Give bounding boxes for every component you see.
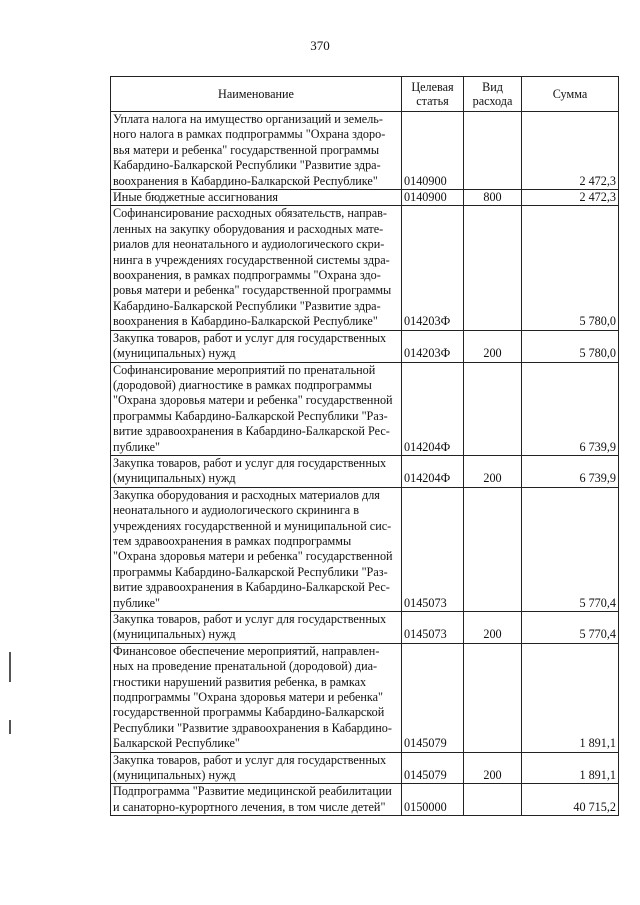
cell-name	[111, 455, 402, 487]
cell-name	[111, 190, 402, 206]
cell-name-line: Закупка товаров, работ и услуг для государственных	[113, 455, 387, 470]
table-row	[111, 455, 619, 487]
cell-name-line: воохранения в Кабардино-Балкарской Республике"	[113, 314, 378, 329]
cell-kind: 800	[464, 190, 522, 206]
cell-name-line: Закупка оборудования и расходных материалов для	[113, 487, 380, 502]
cell-sum-value: 5 780,0	[579, 314, 616, 329]
budget-table	[110, 76, 619, 816]
cell-name-line: Балкарской Республике"	[113, 736, 240, 751]
cell-name-line: подпрограммы "Охрана здоровья матери и ребенка"	[113, 690, 384, 705]
cell-name-line: Кабардино-Балкарской Республики "Развитие здра-	[113, 298, 381, 313]
cell-name-line: "Охрана здоровья матери и ребенка" государственной	[113, 549, 393, 564]
cell-sum-value: 5 770,4	[579, 627, 616, 642]
cell-kind	[464, 206, 522, 330]
cell-name-line: вья матери и ребенка" государственной программы	[113, 142, 380, 157]
table-row	[111, 784, 619, 816]
cell-target: 0145073	[402, 487, 464, 611]
cell-name-line: тем здравоохранения в рамках подпрограммы	[113, 533, 352, 548]
cell-kind: 200	[464, 752, 522, 784]
cell-name	[111, 784, 402, 816]
cell-kind: 200	[464, 455, 522, 487]
cell-name	[111, 487, 402, 611]
cell-kind	[464, 487, 522, 611]
cell-name-line: Финансовое обеспечение мероприятий, направлен-	[113, 643, 380, 658]
margin-mark	[9, 720, 11, 734]
cell-name-line: публике"	[113, 439, 160, 454]
cell-name-line: нинга в учреждениях государственной системы здра-	[113, 252, 390, 267]
cell-kind	[464, 784, 522, 816]
cell-name-line: Кабардино-Балкарской Республики "Развитие здра-	[113, 158, 381, 173]
cell-name-line: ленных на закупку оборудования и расходных мате-	[113, 221, 384, 236]
table-row	[111, 206, 619, 330]
cell-target: 0145079	[402, 643, 464, 752]
cell-target: 0140900	[402, 190, 464, 206]
cell-name-line: Закупка товаров, работ и услуг для государственных	[113, 612, 387, 626]
table-row	[111, 330, 619, 362]
cell-name-line: "Охрана здоровья матери и ребенка" государственной	[113, 393, 393, 408]
cell-sum	[522, 330, 619, 362]
cell-name-line: витие здравоохранения в Кабардино-Балкарской Рес-	[113, 580, 390, 595]
table-row	[111, 643, 619, 752]
header-sum	[522, 77, 619, 112]
cell-target: 0145073	[402, 612, 464, 644]
cell-kind	[464, 112, 522, 190]
cell-target: 014203Ф	[402, 206, 464, 330]
table-header-row	[111, 77, 619, 112]
cell-name	[111, 612, 402, 644]
header-target-line-2: статья	[416, 94, 449, 108]
cell-sum-value: 1 891,1	[579, 768, 616, 783]
cell-target: 014203Ф	[402, 330, 464, 362]
cell-name	[111, 112, 402, 190]
cell-name-line: Иные бюджетные ассигнования	[113, 190, 279, 205]
cell-sum-value: 2 472,3	[579, 190, 616, 205]
cell-name-line: гностики нарушений развития ребенка, в рамках	[113, 674, 367, 689]
cell-name-line: витие здравоохранения в Кабардино-Балкарской Рес-	[113, 424, 390, 439]
cell-name-line: риалов для неонатального и аудиологического скри-	[113, 237, 385, 252]
cell-sum	[522, 206, 619, 330]
cell-name-line: Республики "Развитие здравоохранения в Кабардино-	[113, 720, 392, 735]
cell-target: 014204Ф	[402, 362, 464, 455]
cell-sum-value: 6 739,9	[579, 439, 616, 454]
cell-name-line: (муниципальных) нужд	[113, 768, 236, 783]
cell-sum	[522, 455, 619, 487]
cell-sum	[522, 487, 619, 611]
cell-name-line: (муниципальных) нужд	[113, 346, 236, 361]
cell-sum	[522, 612, 619, 644]
cell-name-line: (муниципальных) нужд	[113, 627, 236, 642]
cell-target: 014204Ф	[402, 455, 464, 487]
cell-name-line: воохранения, в рамках подпрограммы "Охрана здо-	[113, 268, 381, 283]
header-kind-line-1: Вид	[482, 80, 503, 94]
cell-name-line: учреждениях государственной и муниципальной сис-	[113, 518, 392, 533]
cell-target: 0140900	[402, 112, 464, 190]
cell-name-line: программы Кабардино-Балкарской Республики "Раз-	[113, 564, 388, 579]
cell-name-line: государственной программы Кабардино-Балкарской	[113, 705, 385, 720]
cell-name-line: ного налога в рамках подпрограммы "Охрана здоро-	[113, 127, 386, 142]
cell-name	[111, 362, 402, 455]
cell-name-line: Подпрограмма "Развитие медицинской реабилитации	[113, 784, 392, 799]
cell-kind	[464, 362, 522, 455]
cell-kind	[464, 643, 522, 752]
cell-target: 0145079	[402, 752, 464, 784]
cell-name-line: Уплата налога на имущество организаций и земель-	[113, 112, 383, 126]
cell-sum	[522, 643, 619, 752]
cell-name	[111, 752, 402, 784]
table-row	[111, 362, 619, 455]
margin-mark	[9, 652, 11, 682]
cell-sum	[522, 362, 619, 455]
header-kind-line-2: расхода	[472, 94, 513, 108]
table-row	[111, 612, 619, 644]
cell-kind: 200	[464, 330, 522, 362]
table-row	[111, 112, 619, 190]
cell-name-line: публике"	[113, 595, 160, 610]
cell-sum-value: 2 472,3	[579, 173, 616, 188]
header-target	[402, 77, 464, 112]
table-row	[111, 487, 619, 611]
page-number: 370	[310, 38, 330, 53]
cell-target: 0150000	[402, 784, 464, 816]
cell-name-line: Закупка товаров, работ и услуг для государственных	[113, 752, 387, 767]
cell-name	[111, 330, 402, 362]
cell-name	[111, 643, 402, 752]
cell-name-line: воохранения в Кабардино-Балкарской Республике"	[113, 173, 378, 188]
cell-name-line: (дородовой) диагностике в рамках подпрограммы	[113, 377, 372, 392]
cell-sum-value: 40 715,2	[573, 799, 616, 814]
cell-sum	[522, 190, 619, 206]
cell-sum	[522, 752, 619, 784]
cell-name	[111, 206, 402, 330]
cell-name-line: Закупка товаров, работ и услуг для государственных	[113, 330, 387, 345]
table-row	[111, 190, 619, 206]
cell-kind: 200	[464, 612, 522, 644]
cell-sum-value: 6 739,9	[579, 471, 616, 486]
cell-name-line: (муниципальных) нужд	[113, 471, 236, 486]
header-name-label: Наименование	[218, 87, 294, 101]
cell-name-line: ных на проведение пренатальной (дородовой) диа-	[113, 659, 378, 674]
cell-name-line: и санаторно-курортного лечения, в том числе детей"	[113, 799, 386, 814]
cell-name-line: ровья матери и ребенка" государственной программы	[113, 283, 392, 298]
header-sum-label: Сумма	[552, 87, 588, 101]
table-row	[111, 752, 619, 784]
header-kind	[464, 77, 522, 112]
table-body	[111, 112, 619, 816]
cell-sum	[522, 112, 619, 190]
header-name	[111, 77, 402, 112]
cell-name-line: Софинансирование мероприятий по пренатальной	[113, 362, 376, 377]
cell-sum-value: 5 770,4	[579, 595, 616, 610]
cell-name-line: программы Кабардино-Балкарской Республики "Раз-	[113, 408, 388, 423]
cell-sum-value: 5 780,0	[579, 346, 616, 361]
cell-name-line: неонатального и аудиологического скрининга в	[113, 503, 359, 518]
header-target-line-1: Целевая	[411, 80, 454, 94]
cell-sum	[522, 784, 619, 816]
cell-sum-value: 1 891,1	[579, 736, 616, 751]
cell-name-line: Софинансирование расходных обязательств, направ-	[113, 206, 387, 221]
